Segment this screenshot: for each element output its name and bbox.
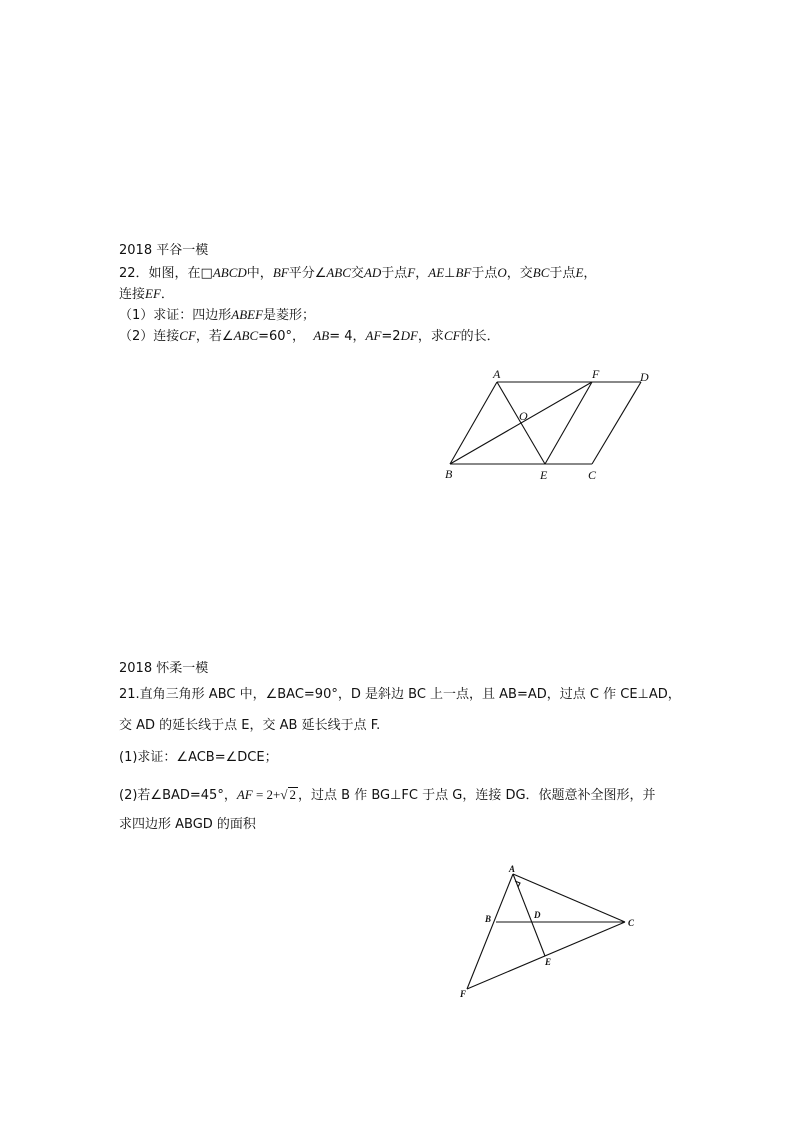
segment-AC (513, 874, 625, 922)
triangle-figure (450, 860, 650, 1005)
label-B: B (445, 467, 453, 481)
problem2-part2: (2)若∠BAD=45°，AF = 2+√ 2 ，过点 B 作 BG⊥FC 于点 G，连接 DG．依题意补全图形，并 (119, 787, 656, 803)
label-C: C (628, 918, 635, 928)
label-E: E (540, 468, 548, 482)
segment-AE (497, 382, 545, 464)
problem2-statement-line2: 交 AD 的延长线于点 E，交 AB 延长线于点 F. (119, 718, 381, 733)
problem2-part1: (1)求证：∠ACB=∠DCE； (119, 750, 278, 765)
label-F: F (460, 989, 467, 999)
label-A: A (493, 367, 501, 381)
problem1-statement-line1: 22．如图，在□ABCD中，BF平分∠ABC交AD于点F，AE⊥BF于点O，交BC于点E， (119, 265, 597, 281)
problem1-part2: （2）连接CF，若∠ABC=60°， AB= 4，AF=2DF，求CF的长． (119, 328, 500, 344)
label-D: D (640, 370, 649, 384)
label-D: D (534, 910, 541, 920)
label-F: F (592, 367, 600, 381)
parallelogram-figure (430, 360, 690, 490)
label-O: O (519, 409, 528, 423)
segment-FC (467, 922, 625, 989)
segment-DC (592, 382, 641, 464)
segment-EF (545, 382, 592, 464)
label-C: C (588, 468, 597, 482)
problem1-source: 2018 平谷一模 (119, 243, 209, 258)
formula-af: AF = 2+√ 2 (236, 787, 297, 802)
problem1-part1: （1）求证：四边形ABEF是菱形； (119, 307, 316, 323)
label-E: E (545, 957, 552, 967)
segment-AB (450, 382, 497, 464)
problem2-source: 2018 怀柔一模 (119, 661, 209, 676)
problem2-statement-line1: 21.直角三角形 ABC 中，∠BAC=90°，D 是斜边 BC 上一点，且 AB=AD，过点 C 作 CE⊥AD， (119, 687, 681, 702)
label-A: A (509, 864, 516, 874)
label-B: B (485, 914, 492, 924)
segment-AF (467, 874, 513, 989)
problem2-part2-line2: 求四边形 ABGD 的面积 (119, 817, 256, 832)
problem1-statement-line2: 连接EF． (119, 286, 174, 302)
